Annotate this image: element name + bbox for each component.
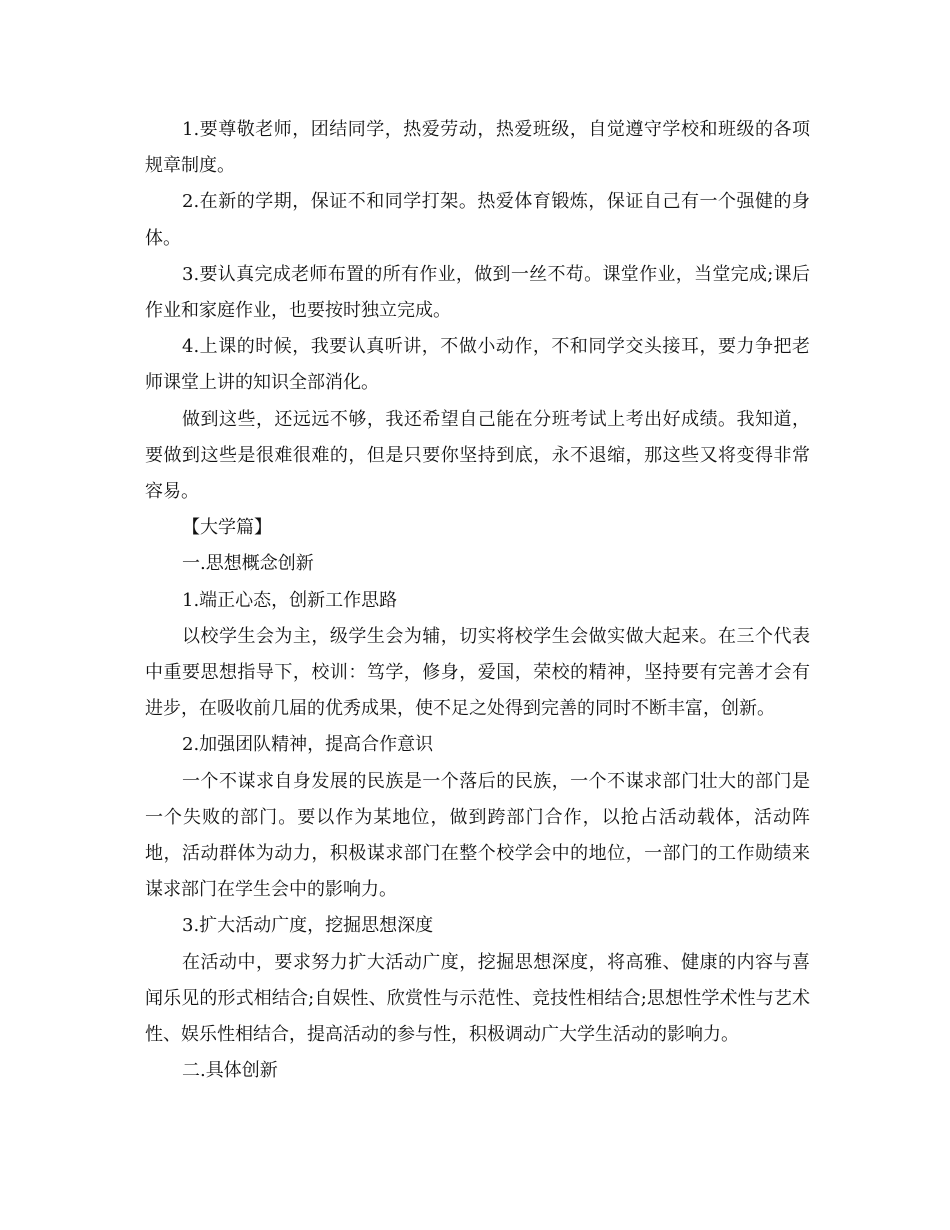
list-item-listen-in-class: 4.上课的时候，我要认真听讲，不做小动作，不和同学交头接耳，要力争把老师课堂上讲的知识全部消化。: [145, 336, 810, 394]
section-heading-university: 【大学篇】: [182, 517, 272, 539]
paragraph-team-spirit: 一个不谋求自身发展的民族是一个落后的民族，一个不谋求部门壮大的部门是一个失败的部门。要以作为某地位，做到跨部门合作，以抢占活动载体，活动阵地，活动群体为动力，积极谋求部门在整个校学会中的地位，一部门的工作勋绩来谋求部门在学生会中的影响力。: [145, 770, 810, 901]
paragraph-conclusion: 做到这些，还远远不够，我还希望自己能在分班考试上考出好成绩。我知道，要做到这些是很难很难的，但是只要你坚持到底，永不退缩，那这些又将变得非常容易。: [145, 408, 810, 503]
list-item-respect-teachers: 1.要尊敬老师，团结同学，热爱劳动，热爱班级，自觉遵守学校和班级的各项规章制度。: [145, 119, 810, 177]
subheading-attitude: 1.端正心态，创新工作思路: [182, 589, 398, 611]
list-item-homework: 3.要认真完成老师布置的所有作业，做到一丝不苟。课堂作业，当堂完成;课后作业和家庭作业，也要按时独立完成。: [145, 263, 810, 322]
paragraph-activity-breadth: 在活动中，要求努力扩大活动广度，挖掘思想深度，将高雅、健康的内容与喜闻乐见的形式相结合;自娱性、欣赏性与示范性、竞技性相结合;思想性学术性与艺术性、娱乐性相结合，提高活动的参与性，积极调动广大学生活动的影响力。: [145, 951, 810, 1046]
subheading-team-spirit: 2.加强团队精神，提高合作意识: [182, 734, 434, 756]
document-body: [145, 112, 810, 1089]
heading-thought-innovation: 一.思想概念创新: [182, 553, 314, 575]
paragraph-student-union: 以校学生会为主，级学生会为辅，切实将校学生会做实做大起来。在三个代表中重要思想指导下，校训：笃学，修身，爱国，荣校的精神，坚持要有完善才会有进步，在吸收前几届的优秀成果，使不足之处得到完善的同时不断丰富，创新。: [145, 625, 810, 720]
list-item-no-fighting: 2.在新的学期，保证不和同学打架。热爱体育锻炼，保证自己有一个强健的身体。: [145, 191, 810, 249]
heading-specific-innovation: 二.具体创新: [182, 1060, 278, 1082]
subheading-activity-breadth: 3.扩大活动广度，挖掘思想深度: [182, 915, 434, 937]
